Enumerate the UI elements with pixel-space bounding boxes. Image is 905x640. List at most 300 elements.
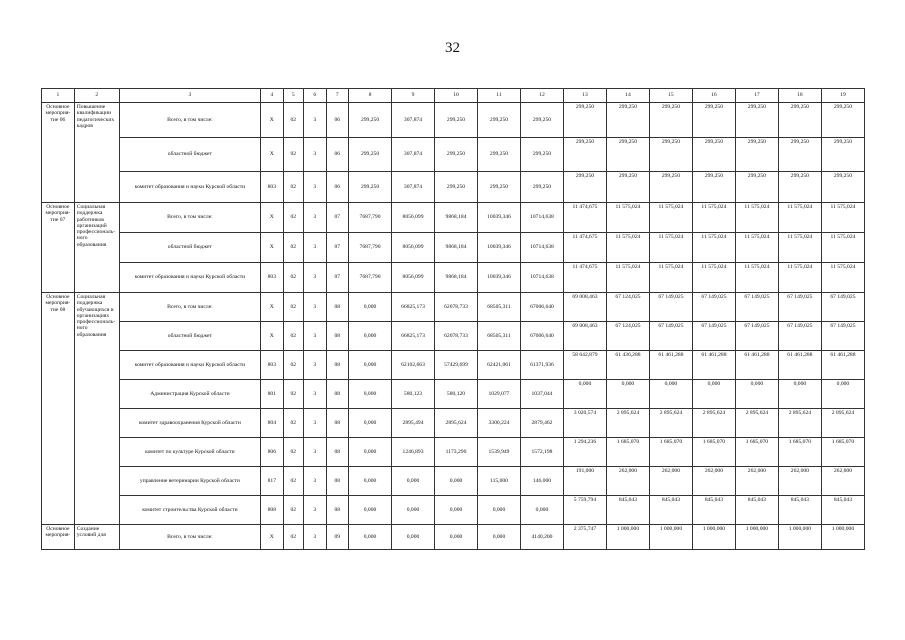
value-cell: 1246,893 bbox=[392, 438, 435, 467]
value-cell: 8056,099 bbox=[392, 203, 435, 233]
value-cell: 02 bbox=[283, 263, 303, 293]
value-cell: 67 149,025 bbox=[821, 293, 864, 322]
value-cell: 801 bbox=[261, 380, 284, 409]
source-cell: комитет образования и науки Курской области bbox=[119, 172, 260, 203]
value-cell: 0,000 bbox=[435, 467, 478, 496]
table-row bbox=[42, 351, 865, 380]
value-cell: 0,000 bbox=[563, 380, 606, 409]
value-cell: 803 bbox=[261, 263, 284, 293]
value-cell: 3 bbox=[304, 496, 327, 525]
value-cell: 262,000 bbox=[649, 467, 692, 496]
column-header: 18 bbox=[778, 89, 821, 103]
value-cell: 67 149,025 bbox=[735, 322, 778, 351]
value-cell: 262,000 bbox=[821, 467, 864, 496]
value-cell: 0,000 bbox=[349, 438, 392, 467]
table-row bbox=[42, 233, 865, 263]
value-cell: 0,000 bbox=[392, 525, 435, 550]
value-cell: 06 bbox=[326, 172, 349, 203]
value-cell: 299,250 bbox=[778, 103, 821, 138]
value-cell: 0,000 bbox=[778, 380, 821, 409]
value-cell: 2879,462 bbox=[520, 409, 563, 438]
table-row bbox=[42, 138, 865, 172]
value-cell: 08 bbox=[326, 380, 349, 409]
value-cell: 69 008,463 bbox=[563, 322, 606, 351]
value-cell: 262,000 bbox=[778, 467, 821, 496]
value-cell: 11 575,024 bbox=[778, 203, 821, 233]
value-cell: 06 bbox=[326, 138, 349, 172]
value-cell: 299,250 bbox=[563, 103, 606, 138]
value-cell: 06 bbox=[326, 103, 349, 138]
value-cell: 299,250 bbox=[778, 138, 821, 172]
table-row bbox=[42, 496, 865, 525]
value-cell: 0,000 bbox=[435, 525, 478, 550]
value-cell: 845,043 bbox=[821, 496, 864, 525]
column-header: 17 bbox=[735, 89, 778, 103]
value-cell: 1 685,070 bbox=[778, 438, 821, 467]
event-name-cell: Повышение квалификации педагогических кадров bbox=[74, 103, 119, 203]
value-cell: 1 294,236 bbox=[563, 438, 606, 467]
value-cell: 0,000 bbox=[435, 496, 478, 525]
value-cell: 0,000 bbox=[478, 496, 521, 525]
value-cell: 3 bbox=[304, 172, 327, 203]
value-cell: 10714,638 bbox=[520, 233, 563, 263]
value-cell: 804 bbox=[261, 409, 284, 438]
value-cell: 11 474,675 bbox=[563, 233, 606, 263]
table-row bbox=[42, 103, 865, 138]
value-cell: 1 000,000 bbox=[778, 525, 821, 550]
value-cell: 3 020,574 bbox=[563, 409, 606, 438]
value-cell: 299,250 bbox=[478, 103, 521, 138]
column-header: 11 bbox=[478, 89, 521, 103]
value-cell: 845,043 bbox=[606, 496, 649, 525]
value-cell: 3 bbox=[304, 203, 327, 233]
column-header: 2 bbox=[74, 89, 119, 103]
column-header: 7 bbox=[326, 89, 349, 103]
table-row bbox=[42, 467, 865, 496]
table-row bbox=[42, 172, 865, 203]
value-cell: 58 642,879 bbox=[563, 351, 606, 380]
value-cell: 3 bbox=[304, 138, 327, 172]
value-cell: 69 008,463 bbox=[563, 293, 606, 322]
value-cell: 3 bbox=[304, 409, 327, 438]
column-header: 9 bbox=[392, 89, 435, 103]
value-cell: X bbox=[261, 233, 284, 263]
value-cell: X bbox=[261, 322, 284, 351]
value-cell: 9868,184 bbox=[435, 203, 478, 233]
value-cell: 299,250 bbox=[778, 172, 821, 203]
value-cell: 02 bbox=[283, 351, 303, 380]
value-cell: 3 bbox=[304, 525, 327, 550]
source-cell: областной бюджет bbox=[119, 138, 260, 172]
value-cell: 845,043 bbox=[778, 496, 821, 525]
value-cell: 57429,699 bbox=[435, 351, 478, 380]
source-cell: Всего, в том числе: bbox=[119, 203, 260, 233]
value-cell: 1 000,000 bbox=[606, 525, 649, 550]
value-cell: 0,000 bbox=[349, 496, 392, 525]
value-cell: X bbox=[261, 293, 284, 322]
value-cell: 299,250 bbox=[478, 172, 521, 203]
value-cell: 61 461,288 bbox=[692, 351, 735, 380]
value-cell: 02 bbox=[283, 525, 303, 550]
value-cell: 803 bbox=[261, 351, 284, 380]
value-cell: 299,250 bbox=[735, 103, 778, 138]
value-cell: 299,250 bbox=[692, 138, 735, 172]
value-cell: 1539,949 bbox=[478, 438, 521, 467]
source-cell: комитет строительства Курской области bbox=[119, 496, 260, 525]
value-cell: 10714,638 bbox=[520, 263, 563, 293]
column-header: 3 bbox=[119, 89, 260, 103]
table-row bbox=[42, 525, 865, 550]
value-cell: 191,000 bbox=[563, 467, 606, 496]
value-cell: 0,000 bbox=[735, 380, 778, 409]
value-cell: 0,000 bbox=[821, 380, 864, 409]
value-cell: 02 bbox=[283, 322, 303, 351]
value-cell: 68505,311 bbox=[478, 293, 521, 322]
value-cell: 299,250 bbox=[821, 172, 864, 203]
value-cell: 0,000 bbox=[349, 351, 392, 380]
value-cell: 299,250 bbox=[821, 103, 864, 138]
value-cell: 299,250 bbox=[735, 172, 778, 203]
value-cell: 02 bbox=[283, 496, 303, 525]
source-cell: Всего, в том числе: bbox=[119, 293, 260, 322]
value-cell: 11 575,024 bbox=[692, 233, 735, 263]
value-cell: 299,250 bbox=[563, 138, 606, 172]
value-cell: 0,000 bbox=[392, 467, 435, 496]
value-cell: X bbox=[261, 138, 284, 172]
value-cell: 11 575,024 bbox=[735, 233, 778, 263]
value-cell: 67 149,025 bbox=[778, 322, 821, 351]
column-header: 10 bbox=[435, 89, 478, 103]
budget-table bbox=[41, 88, 865, 550]
value-cell: 817 bbox=[261, 467, 284, 496]
value-cell: 299,250 bbox=[435, 172, 478, 203]
value-cell: 61 461,288 bbox=[649, 351, 692, 380]
value-cell: 307,874 bbox=[392, 138, 435, 172]
value-cell: 845,043 bbox=[692, 496, 735, 525]
value-cell: 68505,311 bbox=[478, 322, 521, 351]
value-cell: 11 575,024 bbox=[649, 203, 692, 233]
table-row bbox=[42, 409, 865, 438]
value-cell: 07 bbox=[326, 233, 349, 263]
value-cell: 67 124,025 bbox=[606, 322, 649, 351]
value-cell: 11 575,024 bbox=[692, 203, 735, 233]
value-cell: 299,250 bbox=[349, 172, 392, 203]
value-cell: 2 895,624 bbox=[735, 409, 778, 438]
value-cell: 299,250 bbox=[520, 172, 563, 203]
value-cell: 11 474,675 bbox=[563, 203, 606, 233]
value-cell: 3 bbox=[304, 263, 327, 293]
value-cell: 67006,640 bbox=[520, 293, 563, 322]
table-row bbox=[42, 203, 865, 233]
header-row bbox=[42, 89, 865, 103]
value-cell: 11 575,024 bbox=[606, 233, 649, 263]
value-cell: 299,250 bbox=[606, 103, 649, 138]
value-cell: 3 bbox=[304, 103, 327, 138]
value-cell: 3 bbox=[304, 233, 327, 263]
value-cell: 11 575,024 bbox=[606, 203, 649, 233]
value-cell: 8056,099 bbox=[392, 263, 435, 293]
value-cell: 0,000 bbox=[392, 496, 435, 525]
table-row bbox=[42, 322, 865, 351]
value-cell: 61 436,288 bbox=[606, 351, 649, 380]
value-cell: 0,000 bbox=[606, 380, 649, 409]
value-cell: 299,250 bbox=[349, 138, 392, 172]
value-cell: 580,123 bbox=[392, 380, 435, 409]
value-cell: 02 bbox=[283, 380, 303, 409]
value-cell: 02 bbox=[283, 233, 303, 263]
value-cell: 0,000 bbox=[349, 525, 392, 550]
value-cell: 299,250 bbox=[692, 103, 735, 138]
value-cell: 02 bbox=[283, 203, 303, 233]
value-cell: 67006,640 bbox=[520, 322, 563, 351]
value-cell: 7687,790 bbox=[349, 203, 392, 233]
value-cell: 808 bbox=[261, 496, 284, 525]
value-cell: 299,250 bbox=[435, 103, 478, 138]
value-cell: 299,250 bbox=[349, 103, 392, 138]
value-cell: 7687,790 bbox=[349, 233, 392, 263]
event-cell: Основное мероприя-тие 08 bbox=[42, 293, 75, 525]
value-cell: 67 149,025 bbox=[692, 293, 735, 322]
value-cell: 115,000 bbox=[478, 467, 521, 496]
value-cell: 2 895,624 bbox=[606, 409, 649, 438]
value-cell: 02 bbox=[283, 138, 303, 172]
value-cell: 803 bbox=[261, 172, 284, 203]
value-cell: 146,000 bbox=[520, 467, 563, 496]
value-cell: 11 575,024 bbox=[649, 233, 692, 263]
source-cell: Всего, в том числе: bbox=[119, 103, 260, 138]
value-cell: 1 685,070 bbox=[692, 438, 735, 467]
value-cell: 9868,184 bbox=[435, 233, 478, 263]
event-name-cell: Социальная поддержка работников организаций профессиональ-ного образования bbox=[74, 203, 119, 293]
value-cell: 67 149,025 bbox=[692, 322, 735, 351]
value-cell: 262,000 bbox=[735, 467, 778, 496]
source-cell: комитет здравоохранения Курской области bbox=[119, 409, 260, 438]
table-row bbox=[42, 263, 865, 293]
source-cell: управление ветеринарии Курской области bbox=[119, 467, 260, 496]
value-cell: 0,000 bbox=[520, 496, 563, 525]
event-cell: Основное мероприя- bbox=[42, 525, 75, 550]
column-header: 19 bbox=[821, 89, 864, 103]
value-cell: 3 bbox=[304, 438, 327, 467]
value-cell: 08 bbox=[326, 467, 349, 496]
column-header: 5 bbox=[283, 89, 303, 103]
value-cell: 2895,494 bbox=[392, 409, 435, 438]
value-cell: 3 bbox=[304, 467, 327, 496]
value-cell: 1 000,000 bbox=[735, 525, 778, 550]
value-cell: 299,250 bbox=[520, 103, 563, 138]
value-cell: 262,000 bbox=[606, 467, 649, 496]
source-cell: областной бюджет bbox=[119, 322, 260, 351]
event-cell: Основное мероприя-тие 06 bbox=[42, 103, 75, 203]
value-cell: 62078,733 bbox=[435, 293, 478, 322]
value-cell: X bbox=[261, 103, 284, 138]
value-cell: 1 000,000 bbox=[649, 525, 692, 550]
value-cell: 07 bbox=[326, 263, 349, 293]
value-cell: 0,000 bbox=[692, 380, 735, 409]
value-cell: 67 149,025 bbox=[778, 293, 821, 322]
value-cell: 62421,061 bbox=[478, 351, 521, 380]
value-cell: 8056,099 bbox=[392, 233, 435, 263]
value-cell: 3 bbox=[304, 380, 327, 409]
value-cell: 1 000,000 bbox=[692, 525, 735, 550]
value-cell: 299,250 bbox=[821, 138, 864, 172]
value-cell: X bbox=[261, 525, 284, 550]
column-header: 6 bbox=[304, 89, 327, 103]
value-cell: 3 bbox=[304, 351, 327, 380]
value-cell: 67 149,025 bbox=[649, 293, 692, 322]
value-cell: 307,874 bbox=[392, 172, 435, 203]
value-cell: 1 685,070 bbox=[821, 438, 864, 467]
value-cell: 11 575,024 bbox=[821, 263, 864, 293]
value-cell: 806 bbox=[261, 438, 284, 467]
value-cell: 299,250 bbox=[735, 138, 778, 172]
value-cell: 67 149,025 bbox=[735, 293, 778, 322]
source-cell: комитет образования и науки Курской области bbox=[119, 351, 260, 380]
value-cell: 2895,624 bbox=[435, 409, 478, 438]
value-cell: 299,250 bbox=[649, 103, 692, 138]
value-cell: 02 bbox=[283, 103, 303, 138]
value-cell: 62078,733 bbox=[435, 322, 478, 351]
table-row bbox=[42, 380, 865, 409]
value-cell: 11 575,024 bbox=[735, 263, 778, 293]
column-header: 13 bbox=[563, 89, 606, 103]
value-cell: 67 149,025 bbox=[821, 322, 864, 351]
value-cell: 299,250 bbox=[435, 138, 478, 172]
source-cell: Всего, в том числе: bbox=[119, 525, 260, 550]
value-cell: 11 575,024 bbox=[735, 203, 778, 233]
value-cell: 580,120 bbox=[435, 380, 478, 409]
value-cell: 299,250 bbox=[692, 172, 735, 203]
source-cell: Администрация Курской области bbox=[119, 380, 260, 409]
value-cell: 0,000 bbox=[349, 467, 392, 496]
value-cell: 61 461,288 bbox=[821, 351, 864, 380]
value-cell: 11 474,675 bbox=[563, 263, 606, 293]
value-cell: 0,000 bbox=[649, 380, 692, 409]
value-cell: 66825,173 bbox=[392, 322, 435, 351]
value-cell: 5 759,794 bbox=[563, 496, 606, 525]
source-cell: комитет по культуре Курской области bbox=[119, 438, 260, 467]
column-header: 8 bbox=[349, 89, 392, 103]
value-cell: 1572,198 bbox=[520, 438, 563, 467]
value-cell: 08 bbox=[326, 322, 349, 351]
page-number: 32 bbox=[445, 40, 460, 56]
event-cell: Основное мероприя-тие 07 bbox=[42, 203, 75, 293]
column-header: 4 bbox=[261, 89, 284, 103]
value-cell: 299,250 bbox=[563, 172, 606, 203]
value-cell: 10039,346 bbox=[478, 263, 521, 293]
value-cell: X bbox=[261, 203, 284, 233]
column-header: 15 bbox=[649, 89, 692, 103]
event-name-cell: Создание условий для bbox=[74, 525, 119, 550]
value-cell: 61371,936 bbox=[520, 351, 563, 380]
value-cell: 02 bbox=[283, 409, 303, 438]
value-cell: 61 461,288 bbox=[778, 351, 821, 380]
value-cell: 62102,663 bbox=[392, 351, 435, 380]
source-cell: комитет образования и науки Курской области bbox=[119, 263, 260, 293]
value-cell: 10714,638 bbox=[520, 203, 563, 233]
value-cell: 08 bbox=[326, 351, 349, 380]
value-cell: 299,250 bbox=[649, 138, 692, 172]
value-cell: 299,250 bbox=[649, 172, 692, 203]
value-cell: 02 bbox=[283, 467, 303, 496]
value-cell: 845,043 bbox=[649, 496, 692, 525]
column-header: 12 bbox=[520, 89, 563, 103]
value-cell: 299,250 bbox=[520, 138, 563, 172]
value-cell: 299,250 bbox=[478, 138, 521, 172]
value-cell: 0,000 bbox=[349, 322, 392, 351]
value-cell: 262,000 bbox=[692, 467, 735, 496]
column-header: 16 bbox=[692, 89, 735, 103]
value-cell: 1037,044 bbox=[520, 380, 563, 409]
value-cell: 11 575,024 bbox=[821, 203, 864, 233]
value-cell: 11 575,024 bbox=[649, 263, 692, 293]
value-cell: 2 895,624 bbox=[649, 409, 692, 438]
value-cell: 3300,224 bbox=[478, 409, 521, 438]
column-header: 1 bbox=[42, 89, 75, 103]
value-cell: 08 bbox=[326, 438, 349, 467]
value-cell: 08 bbox=[326, 409, 349, 438]
value-cell: 1 000,000 bbox=[821, 525, 864, 550]
table-row bbox=[42, 438, 865, 467]
value-cell: 11 575,024 bbox=[692, 263, 735, 293]
value-cell: 1029,077 bbox=[478, 380, 521, 409]
value-cell: 0,000 bbox=[349, 293, 392, 322]
value-cell: 307,874 bbox=[392, 103, 435, 138]
value-cell: 08 bbox=[326, 496, 349, 525]
value-cell: 02 bbox=[283, 172, 303, 203]
value-cell: 2 895,624 bbox=[778, 409, 821, 438]
value-cell: 09 bbox=[326, 525, 349, 550]
value-cell: 1 685,070 bbox=[649, 438, 692, 467]
value-cell: 11 575,024 bbox=[606, 263, 649, 293]
table-row bbox=[42, 293, 865, 322]
value-cell: 0,000 bbox=[478, 525, 521, 550]
value-cell: 02 bbox=[283, 293, 303, 322]
column-header: 14 bbox=[606, 89, 649, 103]
value-cell: 0,000 bbox=[349, 380, 392, 409]
source-cell: областной бюджет bbox=[119, 233, 260, 263]
value-cell: 7687,790 bbox=[349, 263, 392, 293]
value-cell: 07 bbox=[326, 203, 349, 233]
value-cell: 10039,346 bbox=[478, 233, 521, 263]
value-cell: 11 575,024 bbox=[821, 233, 864, 263]
value-cell: 11 575,024 bbox=[778, 263, 821, 293]
value-cell: 61 461,288 bbox=[735, 351, 778, 380]
value-cell: 2 375,747 bbox=[563, 525, 606, 550]
value-cell: 2 895,624 bbox=[821, 409, 864, 438]
value-cell: 299,250 bbox=[606, 138, 649, 172]
value-cell: 0,000 bbox=[349, 409, 392, 438]
value-cell: 11 575,024 bbox=[778, 233, 821, 263]
value-cell: 2 895,624 bbox=[692, 409, 735, 438]
value-cell: 02 bbox=[283, 438, 303, 467]
value-cell: 67 149,025 bbox=[649, 322, 692, 351]
value-cell: 3 bbox=[304, 322, 327, 351]
value-cell: 1173,290 bbox=[435, 438, 478, 467]
event-name-cell: Социальная поддержка обучающихся в организациях профессиональ-ного образования bbox=[74, 293, 119, 525]
value-cell: 845,043 bbox=[735, 496, 778, 525]
value-cell: 4140,200 bbox=[520, 525, 563, 550]
value-cell: 299,250 bbox=[606, 172, 649, 203]
value-cell: 10039,346 bbox=[478, 203, 521, 233]
value-cell: 66825,173 bbox=[392, 293, 435, 322]
value-cell: 9868,184 bbox=[435, 263, 478, 293]
value-cell: 1 685,070 bbox=[606, 438, 649, 467]
value-cell: 1 685,070 bbox=[735, 438, 778, 467]
value-cell: 67 124,025 bbox=[606, 293, 649, 322]
value-cell: 08 bbox=[326, 293, 349, 322]
value-cell: 3 bbox=[304, 293, 327, 322]
